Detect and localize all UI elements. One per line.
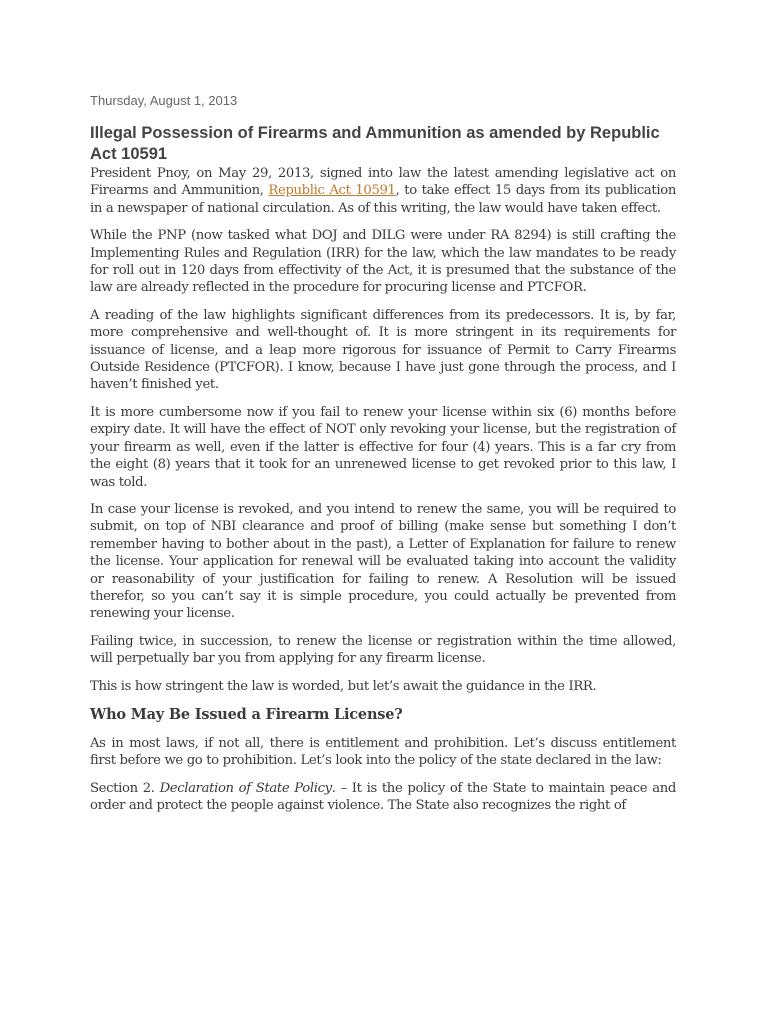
- post-body: [90, 165, 676, 815]
- section-heading: Who May Be Issued a Firearm License?: [90, 705, 403, 723]
- republic-act-link[interactable]: Republic Act 10591: [268, 183, 396, 199]
- post-date: Thursday, August 1, 2013: [90, 93, 238, 108]
- paragraph-8: As in most laws, if not all, there is entitlement and prohibition. Let’s discuss entitlement first before we go to prohibition. Let’s look into the policy of the state declared in the law:: [90, 735, 676, 769]
- paragraph-5: In case your license is revoked, and you intend to renew the same, you will be required to submit, on top of NBI clearance and proof of billing (make sense but something I don’t remember having to bother about in the past), a Letter of Explanation for failure to renew the license. Your application for renewal will be evaluated taking into account the validity or reasonability of your justification for failing to renew. A Resolution will be issued therefor, so you can’t say it is simple procedure, you could actually be prevented from renewing your license.: [90, 501, 676, 622]
- paragraph-7: This is how stringent the law is worded, but let’s await the guidance in the IRR.: [90, 678, 597, 694]
- paragraph-1-text-start: President Pnoy, on May 29, 2013, signed into law the latest amending legislative act on Firearms and Ammunition,: [90, 166, 676, 199]
- paragraph-1-text-end: , to take effect 15 days from its publication in a newspaper of national circulation. As of this writing, the law would have taken effect.: [90, 183, 676, 216]
- paragraph-9: [90, 780, 676, 815]
- paragraph-6: Failing twice, in succession, to renew the license or registration within the time allowed, will perpetually bar you from applying for any firearm license.: [90, 633, 676, 667]
- section-title: Declaration of State Policy: [159, 780, 332, 796]
- section-text: . – It is the policy of the State to maintain peace and order and protect the people against violence. The State also recognizes the right of: [90, 780, 676, 814]
- paragraph-2: While the PNP (now tasked what DOJ and DILG were under RA 8294) is still crafting the Implementing Rules and Regulation (IRR) for the law, which the law mandates to be ready for roll out in 120 days from effectivity of the Act, it is presumed that the substance of the law are already reflected in the procedure for procuring license and PTCFOR.: [90, 228, 676, 296]
- post-title: Illegal Possession of Firearms and Ammunition as amended by Republic Act 10591: [90, 124, 660, 163]
- blog-post: [90, 92, 676, 825]
- paragraph-3: A reading of the law highlights significant differences from its predecessors. It is, by far, more comprehensive and well-thought of. It is more stringent in its requirements for issuance of license, and a leap more rigorous for issuance of Permit to Carry Firearms Outside Residence (PTCFOR). I know, because I have just gone through the process, and I haven’t finished yet.: [90, 307, 676, 393]
- paragraph-4: It is more cumbersome now if you fail to renew your license within six (6) months before expiry date. It will have the effect of NOT only revoking your license, but the registration of your firearm as well, even if the latter is effective for four (4) years. This is a far cry from the eight (8) years that it took for an unrenewed license to get revoked prior to this law, I was told.: [90, 404, 676, 490]
- paragraph-1: [90, 165, 676, 217]
- section-number: Section 2.: [90, 780, 160, 796]
